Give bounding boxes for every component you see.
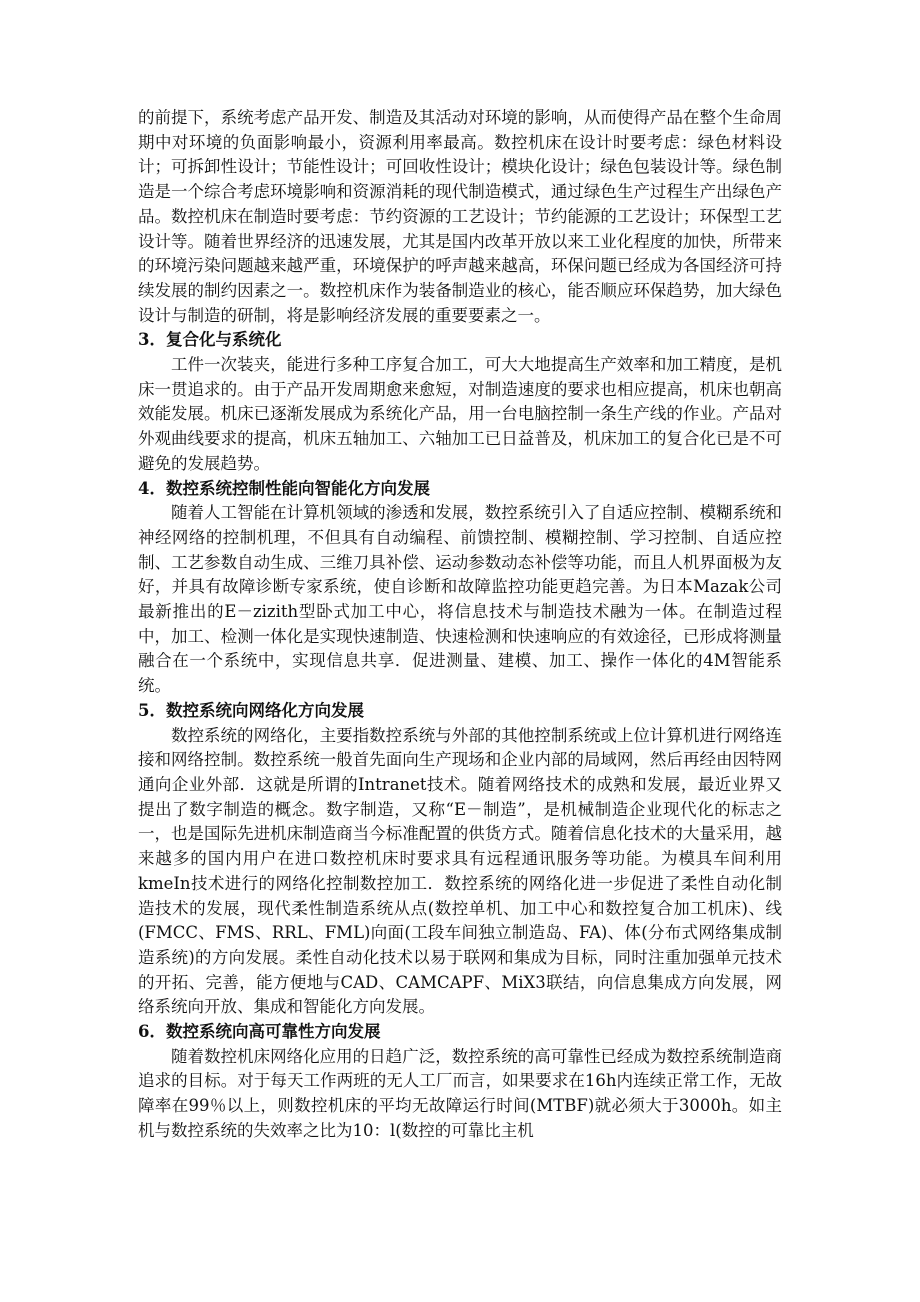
section-heading-4: 4．数控系统控制性能向智能化方向发展 (138, 478, 430, 498)
section-heading-5: 5．数控系统向网络化方向发展 (138, 700, 364, 720)
section-paragraph-3: 工件一次装夹，能进行多种工序复合加工，可大大地提高生产效率和加工精度，是机床一贯追求的。由于产品开发周期愈来愈短，对制造速度的要求也相应提高，机床也朝高效能发展。机床已逐渐发展成为系统化产品，用一台电脑控制一条生产线的作业。产品对外观曲线要求的提高，机床五轴加工、六轴加工已日益普及，机床加工的复合化已是不可避免的发展趋势。 (138, 355, 782, 473)
section-paragraph-5: 数控系统的网络化，主要指数控系统与外部的其他控制系统或上位计算机进行网络连接和网络控制。数控系统一般首先面向生产现场和企业内部的局域网，然后再经由因特网通向企业外部．这就是所谓的Intranet技术。随着网络技术的成熟和发展，最近业界又提出了数字制造的概念。数字制造，又称“E－制造”，是机械制造企业现代化的标志之一，也是国际先进机床制造商当今标准配置的供货方式。随着信息化技术的大量采用，越来越多的国内用户在进口数控机床时要求具有远程通讯服务等功能。为模具车间利用kmeIn技术进行的网络化控制数控加工．数控系统的网络化进一步促进了柔性自动化制造技术的发展，现代柔性制造系统从点(数控单机、加工中心和数控复合加工机床)、线(FMCC、FMS、RRL、FML)向面(工段车间独立制造岛、FA)、体(分布式网络集成制造系统)的方向发展。柔性自动化技术以易于联网和集成为目标，同时注重加强单元技术的开拓、完善，能方便地与CAD、CAMCAPF、MiX3联结，向信息集成方向发展，网络系统向开放、集成和智能化方向发展。 (138, 725, 782, 1017)
document-body (138, 106, 782, 1144)
section-heading-6: 6．数控系统向高可靠性方向发展 (138, 1022, 381, 1042)
intro-paragraph: 的前提下，系统考虑产品开发、制造及其活动对环境的影响，从而使得产品在整个生命周期中对环境的负面影响最小，资源利用率最高。数控机床在设计时要考虑：绿色材料设计；可拆卸性设计；节能性设计；可回收性设计；模块化设计；绿色包装设计等。绿色制造是一个综合考虑环境影响和资源消耗的现代制造模式，通过绿色生产过程生产出绿色产品。数控机床在制造时要考虑：节约资源的工艺设计；节约能源的工艺设计；环保型工艺设计等。随着世界经济的迅速发展，尤其是国内改革开放以来工业化程度的加快，所带来的环境污染问题越来越严重，环境保护的呼声越来越高，环保问题已经成为各国经济可持续发展的制约因素之一。数控机床作为装备制造业的核心，能否顺应环保趋势，加大绿色设计与制造的研制，将是影响经济发展的重要要素之一。 (138, 108, 782, 325)
section-paragraph-4: 随着人工智能在计算机领域的渗透和发展，数控系统引入了自适应控制、模糊系统和神经网络的控制机理，不但具有自动编程、前馈控制、模糊控制、学习控制、自适应控制、工艺参数自动生成、三维刀具补偿、运动参数动态补偿等功能，而且人机界面极为友好，并具有故障诊断专家系统，使自诊断和故障监控功能更趋完善。为日本Mazak公司最新推出的E－zizith型卧式加工中心，将信息技术与制造技术融为一体。在制造过程中，加工、检测一体化是实现快速制造、快速检测和快速响应的有效途径，已形成将测量融合在一个系统中，实现信息共享．促进测量、建模、加工、操作一体化的4M智能系统。 (138, 503, 782, 696)
section-paragraph-6: 随着数控机床网络化应用的日趋广泛，数控系统的高可靠性已经成为数控系统制造商追求的目标。对于每天工作两班的无人工厂而言，如果要求在16h内连续正常工作，无故障率在99％以上，则数控机床的平均无故障运行时间(MTBF)就必须大于3000h。如主机与数控系统的失效率之比为10：l(数控的可靠比主机 (138, 1046, 782, 1140)
section-heading-3: 3．复合化与系统化 (138, 330, 282, 350)
